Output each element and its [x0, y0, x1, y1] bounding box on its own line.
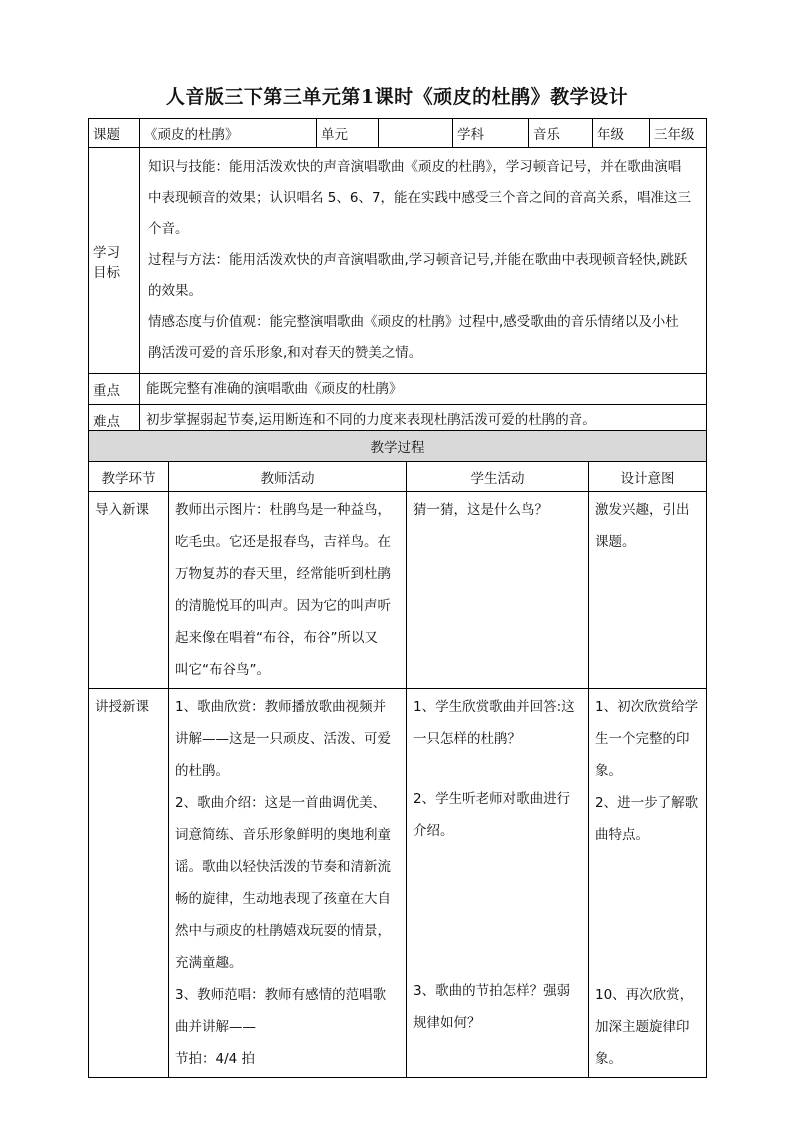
- key-point-label: 重点: [89, 374, 140, 405]
- teacher-activity-intro: 教师出示图片：杜鹃鸟是一种益鸟， 吃毛虫。它还是报春鸟，吉祥鸟。在 万物复苏的春天里，经常能听到杜鹃 的清脆悦耳的叫声。因为它的叫声听 起来像在唱着“布谷，布谷”所以又 叫它“布谷鸟”。: [169, 492, 407, 689]
- grade-label: 年级: [593, 119, 650, 148]
- objectives-label: 学习 目标: [89, 148, 140, 374]
- column-header-student: 学生活动: [407, 462, 589, 492]
- difficulty-label: 难点: [89, 405, 140, 436]
- objective-knowledge-line: 个音。: [148, 221, 189, 237]
- lesson-info-table: [88, 118, 707, 436]
- student-activity-intro: 猜一猜，这是什么鸟？: [407, 492, 589, 689]
- student-activity-lecture: 1、学生欣赏歌曲并回答:这 一只怎样的杜鹃？ 2、学生听老师对歌曲进行 介绍。 3、歌曲的节拍怎样？强弱 规律如何？: [407, 689, 589, 1078]
- unit-label: 单元: [317, 119, 379, 148]
- objective-knowledge-line: 中表现顿音的效果；认识唱名 5、6、7，能在实践中感受三个音之间的音高关系，唱准这三: [148, 190, 692, 206]
- topic-value: 《顽皮的杜鹃》: [140, 119, 317, 148]
- teaching-process-table: [88, 430, 707, 1078]
- objective-process-line: 过程与方法：能用活泼欢快的声音演唱歌曲,学习顿音记号,并能在歌曲中表现顿音轻快,跳跃: [148, 252, 688, 268]
- teacher-activity-lecture: 1、歌曲欣赏：教师播放歌曲视频并 讲解——这是一只顽皮、活泼、可爱 的杜鹃。 2、歌曲介绍：这是一首曲调优美、 词意简练、音乐形象鲜明的奥地利童 谣。歌曲以轻快活泼的节奏和清新流 畅的旋律，生动地表现了孩童在大自 然中与顽皮的杜鹃嬉戏玩耍的情景， 充满童趣。 3、教师范唱：教师有感情的范唱歌 曲并讲解—— 节拍：4/4 拍: [169, 689, 407, 1078]
- subject-value: 音乐: [529, 119, 593, 148]
- column-header-intent: 设计意图: [589, 462, 707, 492]
- topic-label: 课题: [89, 119, 140, 148]
- key-point-text: 能既完整有准确的演唱歌曲《顽皮的杜鹃》: [140, 374, 707, 405]
- column-header-teacher: 教师活动: [169, 462, 407, 492]
- process-header: 教学过程: [89, 431, 707, 462]
- objective-knowledge-line: 知识与技能：能用活泼欢快的声音演唱歌曲《顽皮的杜鹃》，学习顿音记号，并在歌曲演唱: [148, 159, 682, 175]
- document-title: 人音版三下第三单元第1课时《顽皮的杜鹃》教学设计: [165, 86, 629, 108]
- objective-attitude-line: 情感态度与价值观：能完整演唱歌曲《顽皮的杜鹃》过程中,感受歌曲的音乐情绪以及小杜: [148, 314, 679, 330]
- unit-value: [379, 119, 453, 148]
- table-row: [89, 492, 707, 689]
- design-intent-intro: 激发兴趣，引出 课题。: [589, 492, 707, 689]
- difficulty-text: 初步掌握弱起节奏,运用断连和不同的力度来表现杜鹃活泼可爱的杜鹃的音。: [140, 405, 707, 436]
- objective-attitude-line: 鹃活泼可爱的音乐形象,和对春天的赞美之情。: [148, 345, 423, 361]
- objective-process-line: 的效果。: [148, 283, 202, 299]
- stage-lecture: 讲授新课: [89, 689, 169, 1078]
- design-intent-lecture: 1、初次欣赏给学 生一个完整的印 象。 2、进一步了解歌 曲特点。 10、再次欣赏， 加深主题旋律印 象。: [589, 689, 707, 1078]
- stage-intro: 导入新课: [89, 492, 169, 689]
- subject-label: 学科: [453, 119, 529, 148]
- table-row: [89, 689, 707, 1078]
- grade-value: 三年级: [650, 119, 707, 148]
- objectives-content: [140, 148, 707, 374]
- column-header-stage: 教学环节: [89, 462, 169, 492]
